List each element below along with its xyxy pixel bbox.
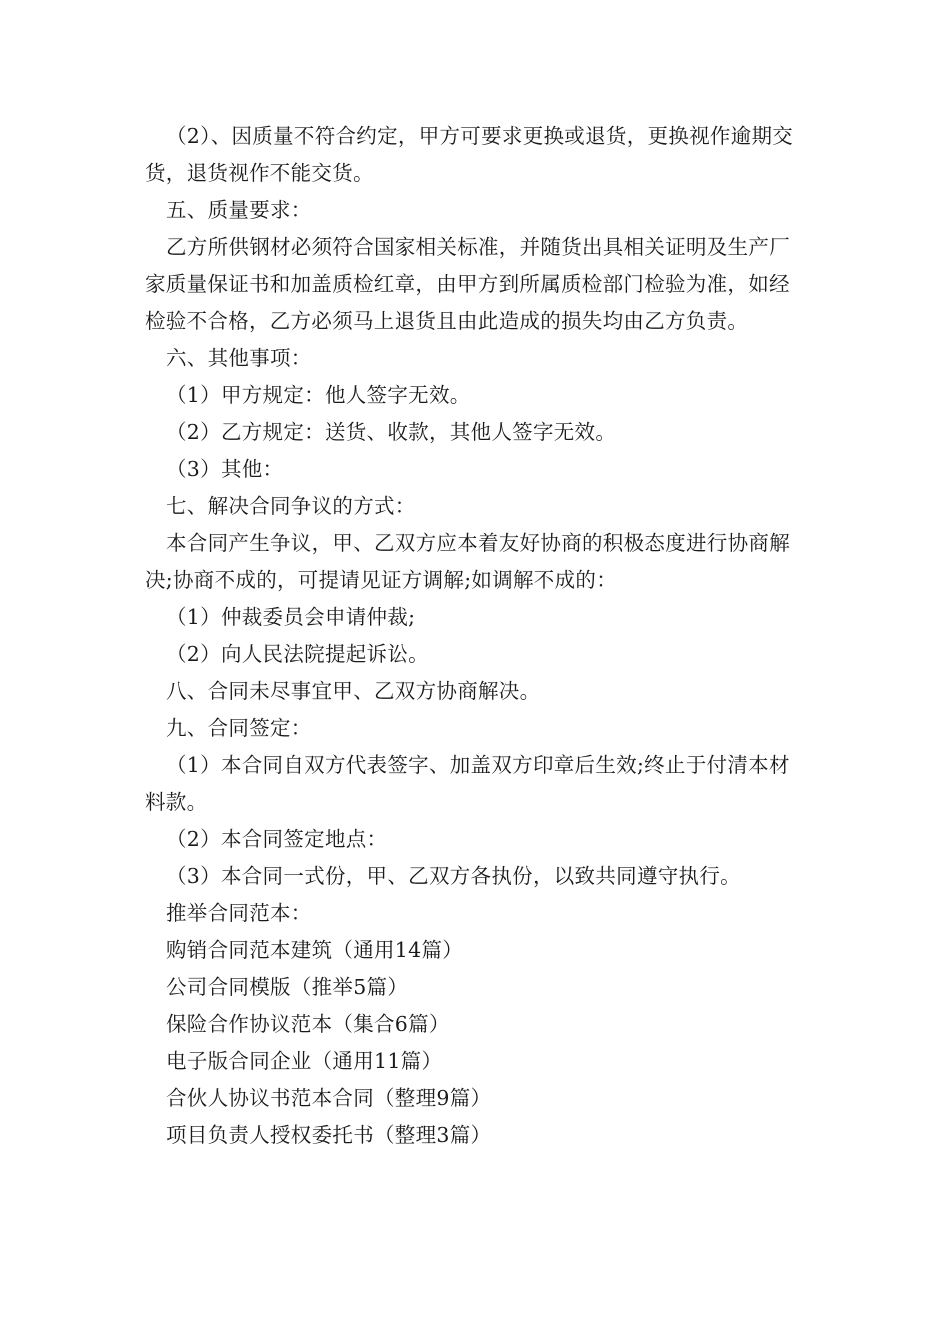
paragraph-quality-standards: 乙方所供钢材必须符合国家相关标准，并随货出具相关证明及生产厂家质量保证书和加盖质检红章，由甲方到所属质检部门检验为准，如经检验不合格，乙方必须马上退货且由此造成的损失均由乙方负责。 [145,235,790,333]
recommended-link-2[interactable]: 公司合同模版（推举5篇） [166,975,409,999]
list-item-effective: （1）本合同自双方代表签字、加盖双方印章后生效;终止于付清本材料款。 [145,753,790,814]
recommended-link-1[interactable]: 购销合同范本建筑（通用14篇） [166,938,464,962]
list-item-arbitration: （1）仲裁委员会申请仲裁; [166,605,416,629]
list-item-party-b-rule: （2）乙方规定：送货、收款，其他人签字无效。 [166,420,617,444]
recommended-link-6[interactable]: 项目负责人授权委托书（整理3篇） [166,1123,492,1147]
list-item-signing-location: （2）本合同签定地点： [166,827,388,851]
document-body [145,118,810,1154]
paragraph-dispute: 本合同产生争议，甲、乙双方应本着友好协商的积极态度进行协商解决;协商不成的，可提请见证方调解;如调解不成的： [145,531,790,592]
list-item-other: （3）其他： [166,457,284,481]
list-item-party-a-rule: （1）甲方规定：他人签字无效。 [166,383,471,407]
paragraph-quality-return: （2）、因质量不符合约定，甲方可要求更换或退货，更换视作逾期交货，退货视作不能交货。 [145,124,794,185]
heading-quality-requirements: 五、质量要求： [166,198,312,222]
heading-recommended-templates: 推举合同范本： [166,901,312,925]
list-item-litigation: （2）向人民法院提起诉讼。 [166,642,429,666]
heading-unfinished-matters: 八、合同未尽事宜甲、乙双方协商解决。 [166,679,541,703]
heading-other-matters: 六、其他事项： [166,346,312,370]
recommended-link-4[interactable]: 电子版合同企业（通用11篇） [166,1049,443,1073]
list-item-copies: （3）本合同一式份，甲、乙双方各执份，以致共同遵守执行。 [166,864,741,888]
heading-contract-signing: 九、合同签定： [166,716,312,740]
heading-dispute-resolution: 七、解决合同争议的方式： [166,494,416,518]
recommended-link-5[interactable]: 合伙人协议书范本合同（整理9篇） [166,1086,492,1110]
recommended-link-3[interactable]: 保险合作协议范本（集合6篇） [166,1012,450,1036]
